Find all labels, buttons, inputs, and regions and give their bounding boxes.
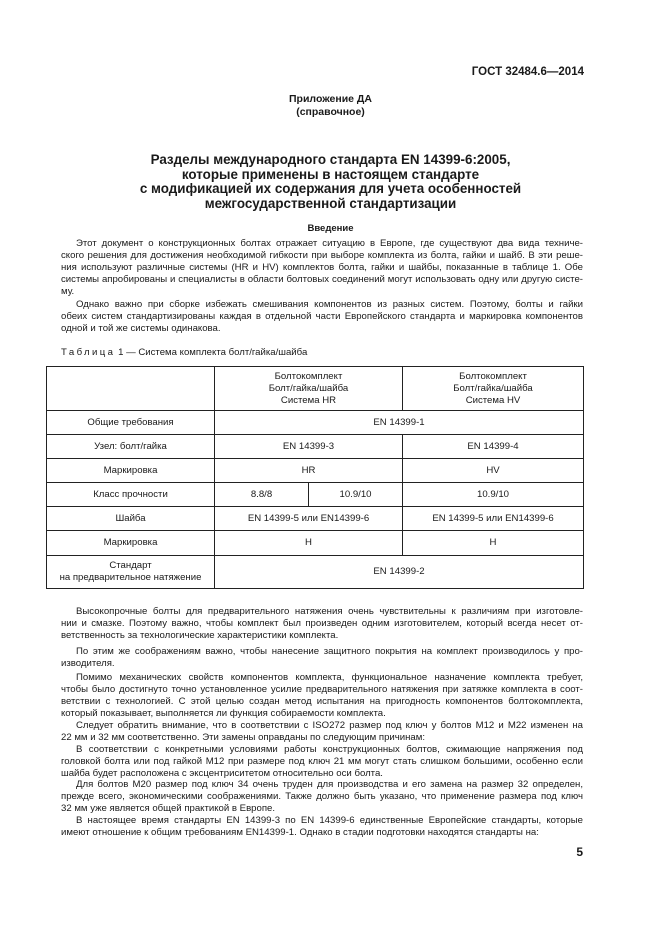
text-line: ветственность за технологические характеристики комплекта. (61, 630, 339, 642)
text-line: му. (61, 286, 75, 298)
table-row (47, 435, 584, 459)
row-label: Общие требования (47, 411, 215, 435)
table-cell: EN 14399-5 или EN14399-6 (215, 507, 403, 531)
row-label: Маркировка (47, 531, 215, 556)
table-cell: HR (215, 459, 403, 483)
row-label: Стандарт на предварительное натяжение (47, 556, 215, 589)
header-cell-hr: Болтокомплект Болт/гайка/шайба Система HR (215, 367, 403, 411)
text-line: По этим же соображениям важно, чтобы нанесение защитного покрытия на комплект производилось у про- (76, 646, 583, 657)
title-line: межгосударственной стандартизации (204, 195, 457, 211)
table-cell: H (215, 531, 403, 556)
table-cell: EN 14399-5 или EN14399-6 (403, 507, 584, 531)
text-line: который показывает, выполняется ли функция собираемости комплекта. (61, 708, 386, 720)
table-cell: EN 14399-1 (215, 411, 584, 435)
text-line: системы апробированы и специалисты в области болтовых соединений могут использовать одну или другую систе- (61, 274, 583, 286)
body-paragraph (61, 672, 583, 720)
table-row (47, 556, 584, 589)
table-cell: EN 14399-4 (403, 435, 584, 459)
row-label: Класс прочности (47, 483, 215, 507)
text-line: обеих систем стандартизированы каждая в отдельной части Европейского стандарта и маркировка компонентов (61, 311, 583, 323)
intro-paragraph-2 (61, 299, 583, 335)
table-cell: HV (403, 459, 584, 483)
text-line: шайба будет расположена с эксцентриситетом относительно оси болта. (61, 768, 383, 780)
header-cell-hv: Болтокомплект Болт/гайка/шайба Система HV (403, 367, 584, 411)
table-row (47, 531, 584, 556)
text-line: Однако важно при сборке избежать смешивания компонентов из разных систем. Поэтому, болты и гайки (76, 299, 583, 310)
table-cell: EN 14399-3 (215, 435, 403, 459)
table-row (47, 483, 584, 507)
text-line: ского решения для достижения необходимой гибкости при выборе комплекта из болта, гайки и шайб. В эти реше- (61, 250, 583, 262)
table-row (47, 459, 584, 483)
table-cell: 10.9/10 (309, 483, 403, 507)
table-row (47, 507, 584, 531)
document-title (60, 153, 601, 211)
text-line: прежде всего, экономическими соображениями. Также должно быть указано, что применение размера под ключ (61, 791, 583, 803)
text-line: Этот документ о конструкционных болтах отражает ситуацию в Европе, где существуют два вида техниче- (76, 238, 583, 249)
title-line: которые применены в настоящем стандарте (181, 166, 480, 182)
table-caption-label: Таблица (61, 347, 116, 358)
bolt-system-table (46, 366, 584, 589)
text-line: ветствии с технологией. С этой целью создан метод испытания на пригодность компонентов болтокомплекта, (61, 696, 583, 708)
text-line: Следует обратить внимание, что в соответствии с ISO272 размер под ключ у болтов M12 и M22 изменен на (76, 720, 583, 731)
text-line: чтобы было достигнуто точно установленное усилие предварительного натяжения при затяжке комплекта в соот- (61, 684, 583, 696)
table-header-row (47, 367, 584, 411)
body-paragraph (61, 779, 583, 815)
table-cell: H (403, 531, 584, 556)
table-cell: 8.8/8 (215, 483, 309, 507)
text-line: ния используют различные системы (HR и HV) комплектов болта, гайки и шайбы, показанные в таблице 1. Обе (61, 262, 583, 274)
text-line: 32 мм уже является общей практикой в Европе. (61, 803, 276, 815)
table-cell: EN 14399-2 (215, 556, 584, 589)
annex-subtitle: (справочное) (296, 106, 365, 118)
body-paragraph (61, 646, 583, 670)
row-label: Шайба (47, 507, 215, 531)
text-line: Помимо механических свойств компонентов комплекта, функциональное назначение комплекта требует, (76, 672, 583, 683)
table-corner-cell (47, 367, 215, 411)
table-row (47, 411, 584, 435)
title-line: Разделы международного стандарта EN 14399-6:2005, (150, 152, 511, 167)
table-caption-text: 1 — Система комплекта болт/гайка/шайба (115, 347, 308, 358)
text-line: В настоящее время стандарты EN 14399-3 по EN 14399-6 единственные Европейские стандарты, которые (76, 815, 583, 826)
text-line: 22 мм и 32 мм соответственно. Эти замены оправданы по следующим причинам: (61, 732, 426, 744)
table-caption (61, 347, 307, 358)
body-paragraph (61, 744, 583, 780)
intro-paragraph-1 (61, 238, 583, 298)
text-line: изводителя. (61, 658, 115, 670)
intro-heading: Введение (307, 223, 354, 234)
page-number: 5 (576, 845, 583, 859)
text-line: одной и той же системы одинакова. (61, 323, 221, 335)
body-paragraph (61, 606, 583, 642)
text-line: В соответствии с конкретными условиями работы конструкционных болтов, сжимающие напряжения под (76, 744, 583, 755)
row-label: Узел: болт/гайка (47, 435, 215, 459)
text-line: головкой болта или под гайкой M12 при размере под ключ 21 мм могут стать слишком большими, особенно если (61, 756, 583, 768)
text-line: Высокопрочные болты для предварительного натяжения очень чувствительны к различиям при изготовле- (76, 606, 583, 617)
body-paragraph (61, 815, 583, 839)
text-line: Для болтов M20 размер под ключ 34 очень труден для производства и его замена на размер 32 определен, (76, 779, 583, 790)
standard-code: ГОСТ 32484.6—2014 (471, 66, 584, 78)
annex-title: Приложение ДА (289, 93, 372, 105)
text-line: нии и смазке. Поэтому важно, чтобы комплект был произведен одним изготовителем, который всегда несет от- (61, 618, 583, 630)
body-paragraph (61, 720, 583, 744)
row-label: Маркировка (47, 459, 215, 483)
text-line: имеют отношение к общим требованиям EN14399-1. Однако в стадии подготовки находятся стандарты на: (61, 827, 539, 839)
table-cell: 10.9/10 (403, 483, 584, 507)
title-line: с модификацией их содержания для учета особенностей (139, 181, 522, 197)
